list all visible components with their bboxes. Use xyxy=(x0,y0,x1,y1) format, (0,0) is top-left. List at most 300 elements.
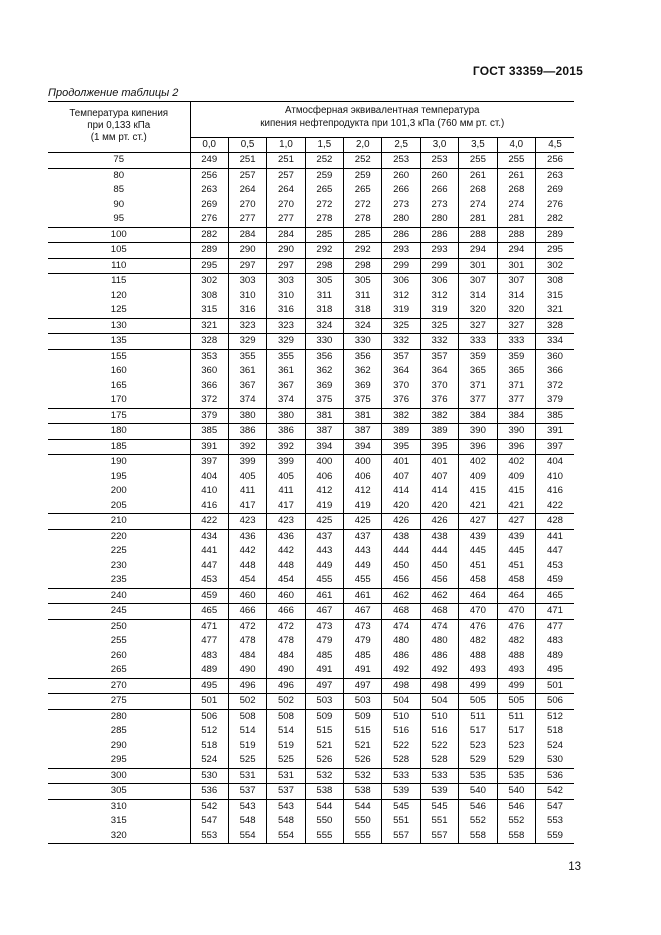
equivalent-temp-cell: 362 xyxy=(344,364,382,379)
equivalent-temp-cell: 389 xyxy=(420,424,458,440)
equivalent-temp-cell: 518 xyxy=(190,739,228,754)
equivalent-temp-cell: 411 xyxy=(267,484,305,499)
equivalent-temp-cell: 542 xyxy=(190,799,228,814)
equivalent-temp-cell: 519 xyxy=(267,739,305,754)
table-row xyxy=(48,709,574,724)
equivalent-temp-cell: 292 xyxy=(305,243,343,259)
equivalent-temp-cell: 382 xyxy=(382,408,420,424)
equivalent-temp-cell: 272 xyxy=(344,198,382,213)
equivalent-temp-cell: 543 xyxy=(228,799,266,814)
equivalent-temp-cell: 270 xyxy=(228,198,266,213)
equivalent-temp-cell: 397 xyxy=(536,439,574,455)
equivalent-temp-cell: 521 xyxy=(344,739,382,754)
equivalent-temp-cell: 547 xyxy=(536,799,574,814)
table-body xyxy=(48,153,574,844)
equivalent-temp-cell: 387 xyxy=(305,424,343,440)
equivalent-temp-cell: 529 xyxy=(459,753,497,768)
equivalent-temp-cell: 493 xyxy=(459,663,497,678)
table-row xyxy=(48,470,574,485)
equivalent-temp-cell: 503 xyxy=(305,694,343,710)
equivalent-temp-cell: 380 xyxy=(267,408,305,424)
equivalent-temp-cell: 409 xyxy=(497,470,535,485)
equivalent-temp-cell: 264 xyxy=(267,183,305,198)
equivalent-temp-header-line: кипения нефтепродукта при 101,3 кПа (760 мм рт. ст.) xyxy=(260,118,505,129)
equivalent-temp-cell: 396 xyxy=(459,439,497,455)
boiling-temp-cell: 195 xyxy=(48,470,190,485)
table-row xyxy=(48,529,574,544)
equivalent-temp-cell: 284 xyxy=(267,227,305,243)
equivalent-temp-cell: 266 xyxy=(420,183,458,198)
equivalent-temp-cell: 461 xyxy=(344,588,382,604)
equivalent-temp-cell: 385 xyxy=(536,408,574,424)
equivalent-temp-cell: 450 xyxy=(382,559,420,574)
equivalent-temp-cell: 497 xyxy=(344,678,382,694)
equivalent-temp-cell: 548 xyxy=(228,814,266,829)
equivalent-temp-cell: 508 xyxy=(267,709,305,724)
equivalent-temp-cell: 476 xyxy=(497,619,535,634)
equivalent-temp-cell: 356 xyxy=(305,349,343,364)
equivalent-temp-cell: 306 xyxy=(382,274,420,289)
equivalent-temp-cell: 298 xyxy=(305,258,343,274)
equivalent-temp-cell: 260 xyxy=(420,168,458,183)
boiling-temp-cell: 80 xyxy=(48,168,190,183)
equivalent-temp-cell: 417 xyxy=(267,499,305,514)
equivalent-temp-cell: 260 xyxy=(382,168,420,183)
pressure-column-header: 0,5 xyxy=(228,138,266,153)
equivalent-temp-cell: 501 xyxy=(190,694,228,710)
boiling-temp-cell: 285 xyxy=(48,724,190,739)
equivalent-temp-cell: 533 xyxy=(382,768,420,784)
equivalent-temp-cell: 288 xyxy=(497,227,535,243)
equivalent-temp-cell: 540 xyxy=(459,784,497,800)
table-row xyxy=(48,364,574,379)
equivalent-temp-cell: 404 xyxy=(536,455,574,470)
equivalent-temp-cell: 384 xyxy=(459,408,497,424)
equivalent-temp-cell: 371 xyxy=(459,379,497,394)
equivalent-temp-cell: 376 xyxy=(420,393,458,408)
equivalent-temp-cell: 251 xyxy=(228,153,266,169)
equivalent-temp-cell: 417 xyxy=(228,499,266,514)
equivalent-temp-cell: 318 xyxy=(305,303,343,318)
equivalent-temp-cell: 407 xyxy=(420,470,458,485)
boiling-temp-cell: 315 xyxy=(48,814,190,829)
equivalent-temp-cell: 437 xyxy=(305,529,343,544)
equivalent-temp-cell: 486 xyxy=(382,649,420,664)
table-row xyxy=(48,198,574,213)
equivalent-temp-cell: 467 xyxy=(344,604,382,620)
equivalent-temp-cell: 474 xyxy=(420,619,458,634)
equivalent-temp-cell: 480 xyxy=(420,634,458,649)
boiling-temp-cell: 250 xyxy=(48,619,190,634)
equivalent-temp-cell: 509 xyxy=(305,709,343,724)
equivalent-temp-cell: 531 xyxy=(267,768,305,784)
equivalent-temp-cell: 506 xyxy=(190,709,228,724)
equivalent-temp-cell: 543 xyxy=(267,799,305,814)
equivalent-temp-cell: 386 xyxy=(228,424,266,440)
equivalent-temp-cell: 451 xyxy=(459,559,497,574)
equivalent-temp-cell: 277 xyxy=(267,212,305,227)
table-row xyxy=(48,544,574,559)
boiling-temp-cell: 100 xyxy=(48,227,190,243)
equivalent-temp-cell: 483 xyxy=(536,634,574,649)
equivalent-temp-cell: 547 xyxy=(190,814,228,829)
equivalent-temp-cell: 482 xyxy=(497,634,535,649)
boiling-temp-cell: 255 xyxy=(48,634,190,649)
boiling-temp-cell: 295 xyxy=(48,753,190,768)
equivalent-temp-cell: 553 xyxy=(190,829,228,844)
equivalent-temp-cell: 479 xyxy=(305,634,343,649)
equivalent-temp-cell: 277 xyxy=(228,212,266,227)
equivalent-temp-cell: 372 xyxy=(190,393,228,408)
equivalent-temp-cell: 302 xyxy=(190,274,228,289)
equivalent-temp-cell: 485 xyxy=(305,649,343,664)
equivalent-temp-cell: 367 xyxy=(267,379,305,394)
equivalent-temp-cell: 370 xyxy=(382,379,420,394)
equivalent-temp-cell: 558 xyxy=(497,829,535,844)
equivalent-temp-cell: 536 xyxy=(190,784,228,800)
boiling-temp-cell: 170 xyxy=(48,393,190,408)
equivalent-temp-cell: 539 xyxy=(382,784,420,800)
equivalent-temp-cell: 274 xyxy=(459,198,497,213)
table-row xyxy=(48,663,574,678)
equivalent-temp-cell: 305 xyxy=(344,274,382,289)
conversion-table xyxy=(48,101,574,844)
equivalent-temp-cell: 478 xyxy=(267,634,305,649)
boiling-temp-cell: 310 xyxy=(48,799,190,814)
boiling-temp-header-line: (1 мм рт. ст.) xyxy=(90,132,147,143)
equivalent-temp-cell: 485 xyxy=(344,649,382,664)
equivalent-temp-cell: 453 xyxy=(190,573,228,588)
equivalent-temp-cell: 486 xyxy=(420,649,458,664)
equivalent-temp-cell: 517 xyxy=(459,724,497,739)
equivalent-temp-cell: 502 xyxy=(267,694,305,710)
equivalent-temp-cell: 519 xyxy=(228,739,266,754)
equivalent-temp-cell: 294 xyxy=(459,243,497,259)
equivalent-temp-cell: 359 xyxy=(459,349,497,364)
equivalent-temp-cell: 455 xyxy=(305,573,343,588)
equivalent-temp-cell: 439 xyxy=(497,529,535,544)
equivalent-temp-cell: 377 xyxy=(497,393,535,408)
equivalent-temp-cell: 480 xyxy=(382,634,420,649)
equivalent-temp-cell: 472 xyxy=(228,619,266,634)
equivalent-temp-cell: 436 xyxy=(267,529,305,544)
equivalent-temp-cell: 489 xyxy=(536,649,574,664)
equivalent-temp-cell: 334 xyxy=(536,334,574,350)
equivalent-temp-cell: 318 xyxy=(344,303,382,318)
equivalent-temp-cell: 531 xyxy=(228,768,266,784)
equivalent-temp-cell: 401 xyxy=(382,455,420,470)
equivalent-temp-cell: 325 xyxy=(420,318,458,334)
equivalent-temp-cell: 416 xyxy=(536,484,574,499)
pressure-column-header: 3,0 xyxy=(420,138,458,153)
table-row xyxy=(48,424,574,440)
boiling-temp-cell: 260 xyxy=(48,649,190,664)
equivalent-temp-cell: 525 xyxy=(228,753,266,768)
equivalent-temp-cell: 421 xyxy=(459,499,497,514)
equivalent-temp-cell: 488 xyxy=(497,649,535,664)
equivalent-temp-cell: 407 xyxy=(382,470,420,485)
equivalent-temp-cell: 289 xyxy=(190,243,228,259)
equivalent-temp-cell: 489 xyxy=(190,663,228,678)
equivalent-temp-cell: 419 xyxy=(344,499,382,514)
equivalent-temp-cell: 499 xyxy=(497,678,535,694)
equivalent-temp-cell: 377 xyxy=(459,393,497,408)
equivalent-temp-cell: 514 xyxy=(228,724,266,739)
equivalent-temp-cell: 525 xyxy=(267,753,305,768)
equivalent-temp-cell: 255 xyxy=(497,153,535,169)
equivalent-temp-cell: 428 xyxy=(536,514,574,530)
equivalent-temp-cell: 370 xyxy=(420,379,458,394)
equivalent-temp-cell: 460 xyxy=(228,588,266,604)
table-row xyxy=(48,753,574,768)
equivalent-temp-cell: 401 xyxy=(420,455,458,470)
equivalent-temp-header-line: Атмосферная эквивалентная температура xyxy=(285,105,480,116)
boiling-temp-cell: 220 xyxy=(48,529,190,544)
equivalent-temp-cell: 482 xyxy=(459,634,497,649)
equivalent-temp-cell: 458 xyxy=(497,573,535,588)
equivalent-temp-cell: 305 xyxy=(305,274,343,289)
equivalent-temp-cell: 303 xyxy=(267,274,305,289)
boiling-temp-cell: 205 xyxy=(48,499,190,514)
equivalent-temp-cell: 366 xyxy=(190,379,228,394)
equivalent-temp-cell: 261 xyxy=(497,168,535,183)
equivalent-temp-cell: 410 xyxy=(190,484,228,499)
boiling-temp-cell: 265 xyxy=(48,663,190,678)
equivalent-temp-cell: 303 xyxy=(228,274,266,289)
equivalent-temp-cell: 406 xyxy=(305,470,343,485)
equivalent-temp-cell: 323 xyxy=(267,318,305,334)
equivalent-temp-cell: 465 xyxy=(190,604,228,620)
equivalent-temp-cell: 361 xyxy=(267,364,305,379)
equivalent-temp-cell: 491 xyxy=(305,663,343,678)
equivalent-temp-cell: 355 xyxy=(228,349,266,364)
equivalent-temp-cell: 286 xyxy=(420,227,458,243)
equivalent-temp-cell: 491 xyxy=(344,663,382,678)
equivalent-temp-cell: 526 xyxy=(344,753,382,768)
equivalent-temp-cell: 506 xyxy=(536,694,574,710)
equivalent-temp-cell: 559 xyxy=(536,829,574,844)
equivalent-temp-cell: 297 xyxy=(267,258,305,274)
equivalent-temp-cell: 516 xyxy=(382,724,420,739)
equivalent-temp-cell: 330 xyxy=(305,334,343,350)
equivalent-temp-cell: 492 xyxy=(420,663,458,678)
boiling-temp-cell: 275 xyxy=(48,694,190,710)
equivalent-temp-cell: 538 xyxy=(305,784,343,800)
equivalent-temp-cell: 257 xyxy=(267,168,305,183)
equivalent-temp-cell: 524 xyxy=(536,739,574,754)
equivalent-temp-cell: 319 xyxy=(420,303,458,318)
equivalent-temp-cell: 333 xyxy=(459,334,497,350)
boiling-temp-cell: 110 xyxy=(48,258,190,274)
equivalent-temp-cell: 473 xyxy=(344,619,382,634)
boiling-temp-header-line: при 0,133 кПа xyxy=(87,120,151,131)
equivalent-temp-cell: 434 xyxy=(190,529,228,544)
equivalent-temp-cell: 530 xyxy=(190,768,228,784)
equivalent-temp-cell: 441 xyxy=(536,529,574,544)
boiling-temp-cell: 200 xyxy=(48,484,190,499)
equivalent-temp-cell: 394 xyxy=(344,439,382,455)
equivalent-temp-cell: 280 xyxy=(382,212,420,227)
table-row xyxy=(48,768,574,784)
equivalent-temp-cell: 395 xyxy=(420,439,458,455)
boiling-temp-cell: 75 xyxy=(48,153,190,169)
equivalent-temp-cell: 441 xyxy=(190,544,228,559)
equivalent-temp-cell: 438 xyxy=(382,529,420,544)
table-row xyxy=(48,694,574,710)
table-row xyxy=(48,514,574,530)
equivalent-temp-cell: 538 xyxy=(344,784,382,800)
equivalent-temp-cell: 259 xyxy=(305,168,343,183)
equivalent-temp-cell: 314 xyxy=(497,289,535,304)
equivalent-temp-cell: 255 xyxy=(459,153,497,169)
boiling-temp-cell: 180 xyxy=(48,424,190,440)
equivalent-temp-cell: 314 xyxy=(459,289,497,304)
equivalent-temp-cell: 436 xyxy=(228,529,266,544)
boiling-temp-cell: 155 xyxy=(48,349,190,364)
table-row xyxy=(48,604,574,620)
equivalent-temp-cell: 391 xyxy=(190,439,228,455)
boiling-temp-cell: 95 xyxy=(48,212,190,227)
equivalent-temp-cell: 402 xyxy=(497,455,535,470)
table-row xyxy=(48,724,574,739)
equivalent-temp-cell: 274 xyxy=(497,198,535,213)
pressure-column-header: 2,0 xyxy=(344,138,382,153)
equivalent-temp-cell: 268 xyxy=(459,183,497,198)
equivalent-temp-cell: 396 xyxy=(497,439,535,455)
equivalent-temp-cell: 442 xyxy=(228,544,266,559)
equivalent-temp-cell: 323 xyxy=(228,318,266,334)
equivalent-temp-cell: 419 xyxy=(305,499,343,514)
boiling-temp-cell: 115 xyxy=(48,274,190,289)
equivalent-temp-cell: 410 xyxy=(536,470,574,485)
boiling-temp-cell: 210 xyxy=(48,514,190,530)
equivalent-temp-cell: 470 xyxy=(497,604,535,620)
equivalent-temp-cell: 510 xyxy=(382,709,420,724)
equivalent-temp-cell: 360 xyxy=(190,364,228,379)
equivalent-temp-cell: 515 xyxy=(305,724,343,739)
equivalent-temp-cell: 492 xyxy=(382,663,420,678)
equivalent-temp-cell: 333 xyxy=(497,334,535,350)
equivalent-temp-cell: 392 xyxy=(228,439,266,455)
equivalent-temp-cell: 379 xyxy=(536,393,574,408)
boiling-temp-cell: 300 xyxy=(48,768,190,784)
equivalent-temp-cell: 445 xyxy=(497,544,535,559)
equivalent-temp-cell: 414 xyxy=(420,484,458,499)
equivalent-temp-cell: 390 xyxy=(497,424,535,440)
boiling-temp-cell: 305 xyxy=(48,784,190,800)
equivalent-temp-cell: 251 xyxy=(267,153,305,169)
boiling-temp-cell: 270 xyxy=(48,678,190,694)
pressure-column-header: 1,0 xyxy=(267,138,305,153)
equivalent-temp-cell: 537 xyxy=(267,784,305,800)
equivalent-temp-cell: 409 xyxy=(459,470,497,485)
equivalent-temp-cell: 495 xyxy=(536,663,574,678)
equivalent-temp-cell: 478 xyxy=(228,634,266,649)
equivalent-temp-cell: 365 xyxy=(459,364,497,379)
equivalent-temp-cell: 402 xyxy=(459,455,497,470)
equivalent-temp-cell: 558 xyxy=(459,829,497,844)
equivalent-temp-cell: 456 xyxy=(382,573,420,588)
equivalent-temp-cell: 285 xyxy=(305,227,343,243)
equivalent-temp-cell: 415 xyxy=(497,484,535,499)
equivalent-temp-cell: 328 xyxy=(536,318,574,334)
equivalent-temp-cell: 466 xyxy=(228,604,266,620)
equivalent-temp-cell: 265 xyxy=(305,183,343,198)
pressure-column-header: 2,5 xyxy=(382,138,420,153)
equivalent-temp-cell: 496 xyxy=(267,678,305,694)
table-row xyxy=(48,303,574,318)
equivalent-temp-cell: 269 xyxy=(536,183,574,198)
boiling-temp-cell: 90 xyxy=(48,198,190,213)
boiling-temp-cell: 125 xyxy=(48,303,190,318)
equivalent-temp-cell: 379 xyxy=(190,408,228,424)
pressure-column-header: 1,5 xyxy=(305,138,343,153)
equivalent-temp-cell: 532 xyxy=(305,768,343,784)
equivalent-temp-cell: 301 xyxy=(497,258,535,274)
equivalent-temp-cell: 316 xyxy=(228,303,266,318)
equivalent-temp-cell: 295 xyxy=(190,258,228,274)
equivalent-temp-cell: 249 xyxy=(190,153,228,169)
equivalent-temp-cell: 490 xyxy=(228,663,266,678)
equivalent-temp-cell: 532 xyxy=(344,768,382,784)
table-row xyxy=(48,289,574,304)
table-row xyxy=(48,318,574,334)
equivalent-temp-cell: 539 xyxy=(420,784,458,800)
equivalent-temp-cell: 545 xyxy=(382,799,420,814)
equivalent-temp-cell: 276 xyxy=(536,198,574,213)
equivalent-temp-cell: 397 xyxy=(190,455,228,470)
equivalent-temp-cell: 406 xyxy=(344,470,382,485)
equivalent-temp-cell: 467 xyxy=(305,604,343,620)
equivalent-temp-cell: 310 xyxy=(228,289,266,304)
equivalent-temp-cell: 414 xyxy=(382,484,420,499)
equivalent-temp-cell: 253 xyxy=(420,153,458,169)
equivalent-temp-cell: 256 xyxy=(536,153,574,169)
equivalent-temp-cell: 276 xyxy=(190,212,228,227)
table-row xyxy=(48,588,574,604)
equivalent-temp-cell: 312 xyxy=(382,289,420,304)
equivalent-temp-cell: 292 xyxy=(344,243,382,259)
equivalent-temp-cell: 400 xyxy=(344,455,382,470)
equivalent-temp-cell: 557 xyxy=(420,829,458,844)
equivalent-temp-cell: 391 xyxy=(536,424,574,440)
pressure-column-header: 0,0 xyxy=(190,138,228,153)
equivalent-temp-cell: 289 xyxy=(536,227,574,243)
equivalent-temp-cell: 411 xyxy=(228,484,266,499)
table-row xyxy=(48,678,574,694)
equivalent-temp-cell: 412 xyxy=(344,484,382,499)
equivalent-temp-cell: 422 xyxy=(536,499,574,514)
equivalent-temp-cell: 357 xyxy=(420,349,458,364)
equivalent-temp-cell: 420 xyxy=(382,499,420,514)
equivalent-temp-cell: 526 xyxy=(305,753,343,768)
table-row xyxy=(48,739,574,754)
equivalent-temp-cell: 497 xyxy=(305,678,343,694)
equivalent-temp-cell: 288 xyxy=(459,227,497,243)
boiling-temp-cell: 135 xyxy=(48,334,190,350)
equivalent-temp-cell: 540 xyxy=(497,784,535,800)
equivalent-temp-cell: 385 xyxy=(190,424,228,440)
equivalent-temp-cell: 544 xyxy=(344,799,382,814)
equivalent-temp-cell: 380 xyxy=(228,408,266,424)
equivalent-temp-cell: 496 xyxy=(228,678,266,694)
table-row xyxy=(48,183,574,198)
boiling-temp-cell: 290 xyxy=(48,739,190,754)
equivalent-temp-cell: 374 xyxy=(228,393,266,408)
equivalent-temp-cell: 484 xyxy=(267,649,305,664)
boiling-temp-cell: 130 xyxy=(48,318,190,334)
table-row xyxy=(48,799,574,814)
